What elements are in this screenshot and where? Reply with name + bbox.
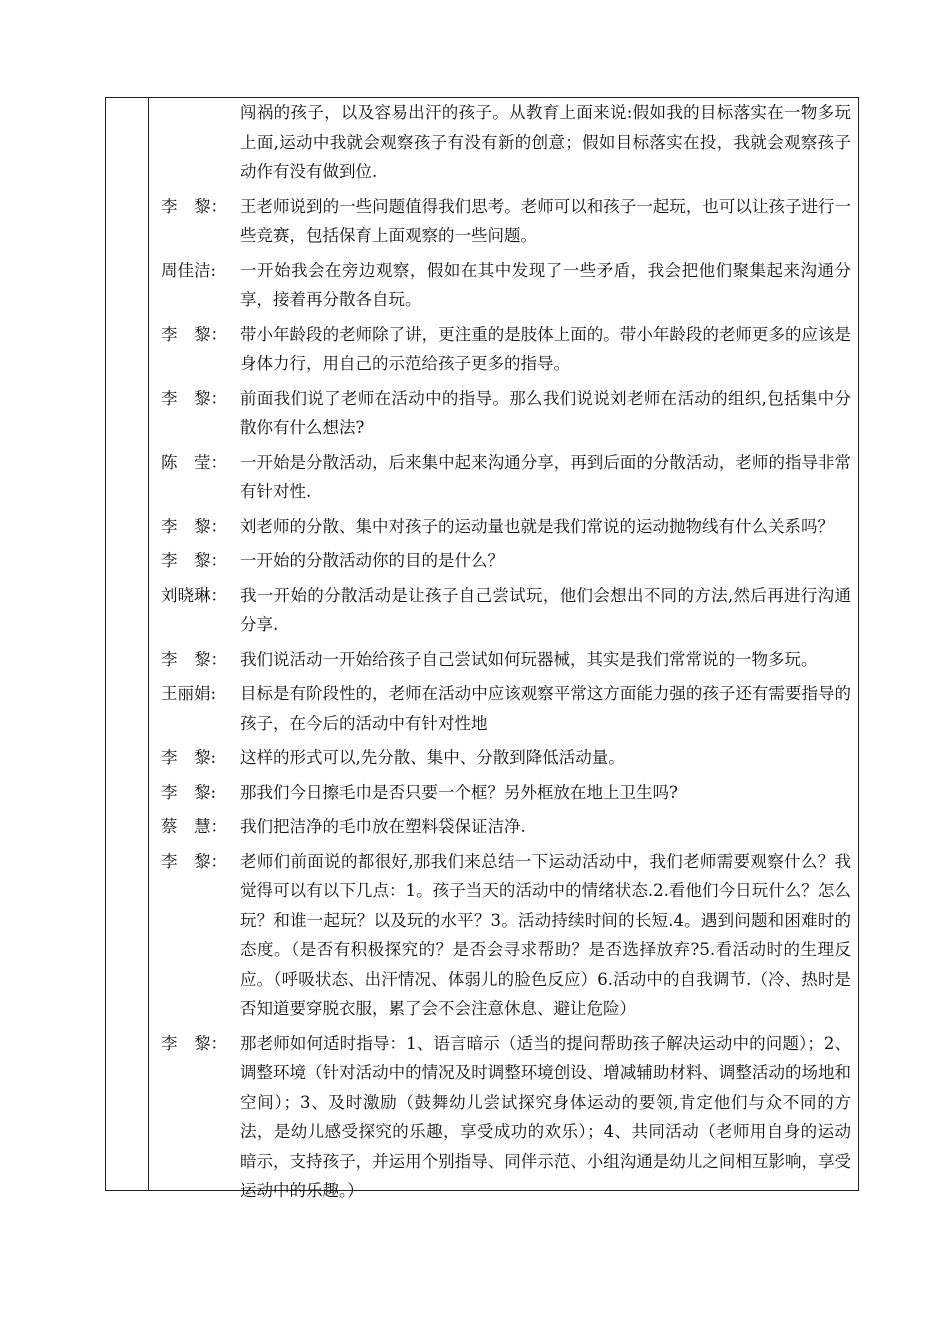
dialogue-entry — [161, 679, 851, 738]
speaker-name: 李 黎： — [161, 649, 227, 669]
speaker-name: 李 黎： — [161, 196, 227, 216]
dialogue-entry — [161, 581, 851, 640]
dialogue-entry — [161, 320, 851, 379]
dialogue-entry — [161, 812, 851, 842]
dialogue-entry — [161, 847, 851, 1024]
speaker-name: 陈 莹： — [161, 452, 227, 472]
dialogue-text: 老师们前面说的都很好,那我们来总结一下运动活动中，我们老师需要观察什么？我觉得可以有以下几点：1。孩子当天的活动中的情绪状态.2.看他们今日玩什么？怎么玩？和谁一起玩？以及玩的水平？3。活动持续时间的长短.4。遇到问题和困难时的态度。（是否有积极探究的？是否会寻求帮助？是否选择放弃?5.看活动时的生理反应。（呼吸状态、出汗情况、体弱儿的脸色反应）6.活动中的自我调节.（冷、热时是否知道要穿脱衣服，累了会不会注意休息、避让危险） — [240, 851, 851, 1018]
dialogue-text: 我们说活动一开始给孩子自己尝试如何玩器械，其实是我们常常说的一物多玩。 — [240, 649, 818, 669]
dialogue-entry — [161, 743, 851, 773]
speaker-name: 王丽娟: — [161, 684, 217, 703]
dialogue-text: 一开始我会在旁边观察，假如在其中发现了一些矛盾，我会把他们聚集起来沟通分享，接着再分散各自玩。 — [240, 260, 851, 309]
speaker-name: 周佳洁: — [161, 260, 217, 280]
dialogue-text: 那我们今日擦毛巾是否只要一个框？另外框放在地上卫生吗? — [240, 782, 678, 802]
dialogue-entry — [161, 98, 851, 187]
dialogue-entry — [161, 512, 851, 542]
table-content-cell — [150, 98, 858, 1200]
record-table — [105, 97, 859, 1200]
dialogue-text: 王老师说到的一些问题值得我们思考。老师可以和孩子一起玩，也可以让孩子进行一些竞赛，包括保育上面观察的一些问题。 — [240, 196, 851, 245]
dialogue-entry — [161, 645, 851, 675]
dialogue-entry — [161, 1029, 851, 1206]
speaker-name: 李 黎： — [161, 516, 227, 536]
dialogue-entry — [161, 256, 851, 315]
speaker-name: 李 黎： — [161, 551, 227, 570]
dialogue-entry — [161, 192, 851, 251]
dialogue-text: 目标是有阶段性的，老师在活动中应该观察平常这方面能力强的孩子还有需要指导的孩子，在今后的活动中有针对性地 — [240, 684, 851, 733]
dialogue-entry — [161, 546, 851, 576]
dialogue-entry — [161, 448, 851, 507]
speaker-name: 李 黎： — [161, 851, 227, 871]
dialogue-entry — [161, 384, 851, 443]
dialogue-text: 我一开始的分散活动是让孩子自己尝试玩，他们会想出不同的方法,然后再进行沟通分享. — [240, 585, 851, 634]
dialogue-text: 那老师如何适时指导：1、语言暗示（适当的提问帮助孩子解决运动中的问题）；2、调整环境（针对活动中的情况及时调整环境创设、增减辅助材料、调整活动的场地和空间）；3、及时激励（鼓舞幼儿尝试探究身体运动的要领,肯定他们与众不同的方法，是幼儿感受探究的乐趣，享受成功的欢乐）；4、共同活动（老师用自身的运动暗示，支持孩子，并运用个别指导、同伴示范、小组沟通是幼儿之间相互影响，享受运动中的乐趣。） — [240, 1033, 851, 1200]
speaker-name: 李 黎： — [161, 1033, 227, 1053]
dialogue-text: 一开始的分散活动你的目的是什么？ — [240, 551, 504, 570]
dialogue-text: 刘老师的分散、集中对孩子的运动量也就是我们常说的运动抛物线有什么关系吗？ — [240, 516, 834, 536]
speaker-name: 蔡 慧： — [161, 817, 227, 836]
speaker-name: 李 黎： — [161, 388, 227, 408]
speaker-name: 李 黎: — [161, 748, 217, 767]
dialogue-text: 前面我们说了老师在活动中的指导。那么我们说说刘老师在活动的组织,包括集中分散你有什么想法? — [240, 388, 851, 437]
speaker-name: 李 黎: — [161, 782, 217, 802]
speaker-name: 李 黎： — [161, 324, 227, 344]
dialogue-entry — [161, 778, 851, 808]
dialogue-text: 这样的形式可以,先分散、集中、分散到降低活动量。 — [240, 748, 625, 767]
dialogue-text: 我们把洁净的毛巾放在塑料袋保证洁净. — [240, 817, 526, 836]
dialogue-text: 带小年龄段的老师除了讲，更注重的是肢体上面的。带小年龄段的老师更多的应该是身体力行，用自己的示范给孩子更多的指导。 — [240, 324, 851, 373]
dialogue-text: 闯祸的孩子，以及容易出汗的孩子。从教育上面来说:假如我的目标落实在一物多玩上面,运动中我就会观察孩子有没有新的创意；假如目标落实在投，我就会观察孩子动作有没有做到位. — [240, 103, 851, 181]
table-left-column — [106, 98, 149, 1190]
dialogue-list — [161, 98, 851, 1211]
dialogue-text: 一开始是分散活动，后来集中起来沟通分享，再到后面的分散活动，老师的指导非常有针对性. — [240, 452, 851, 501]
speaker-name: 刘晓琳： — [161, 585, 227, 605]
